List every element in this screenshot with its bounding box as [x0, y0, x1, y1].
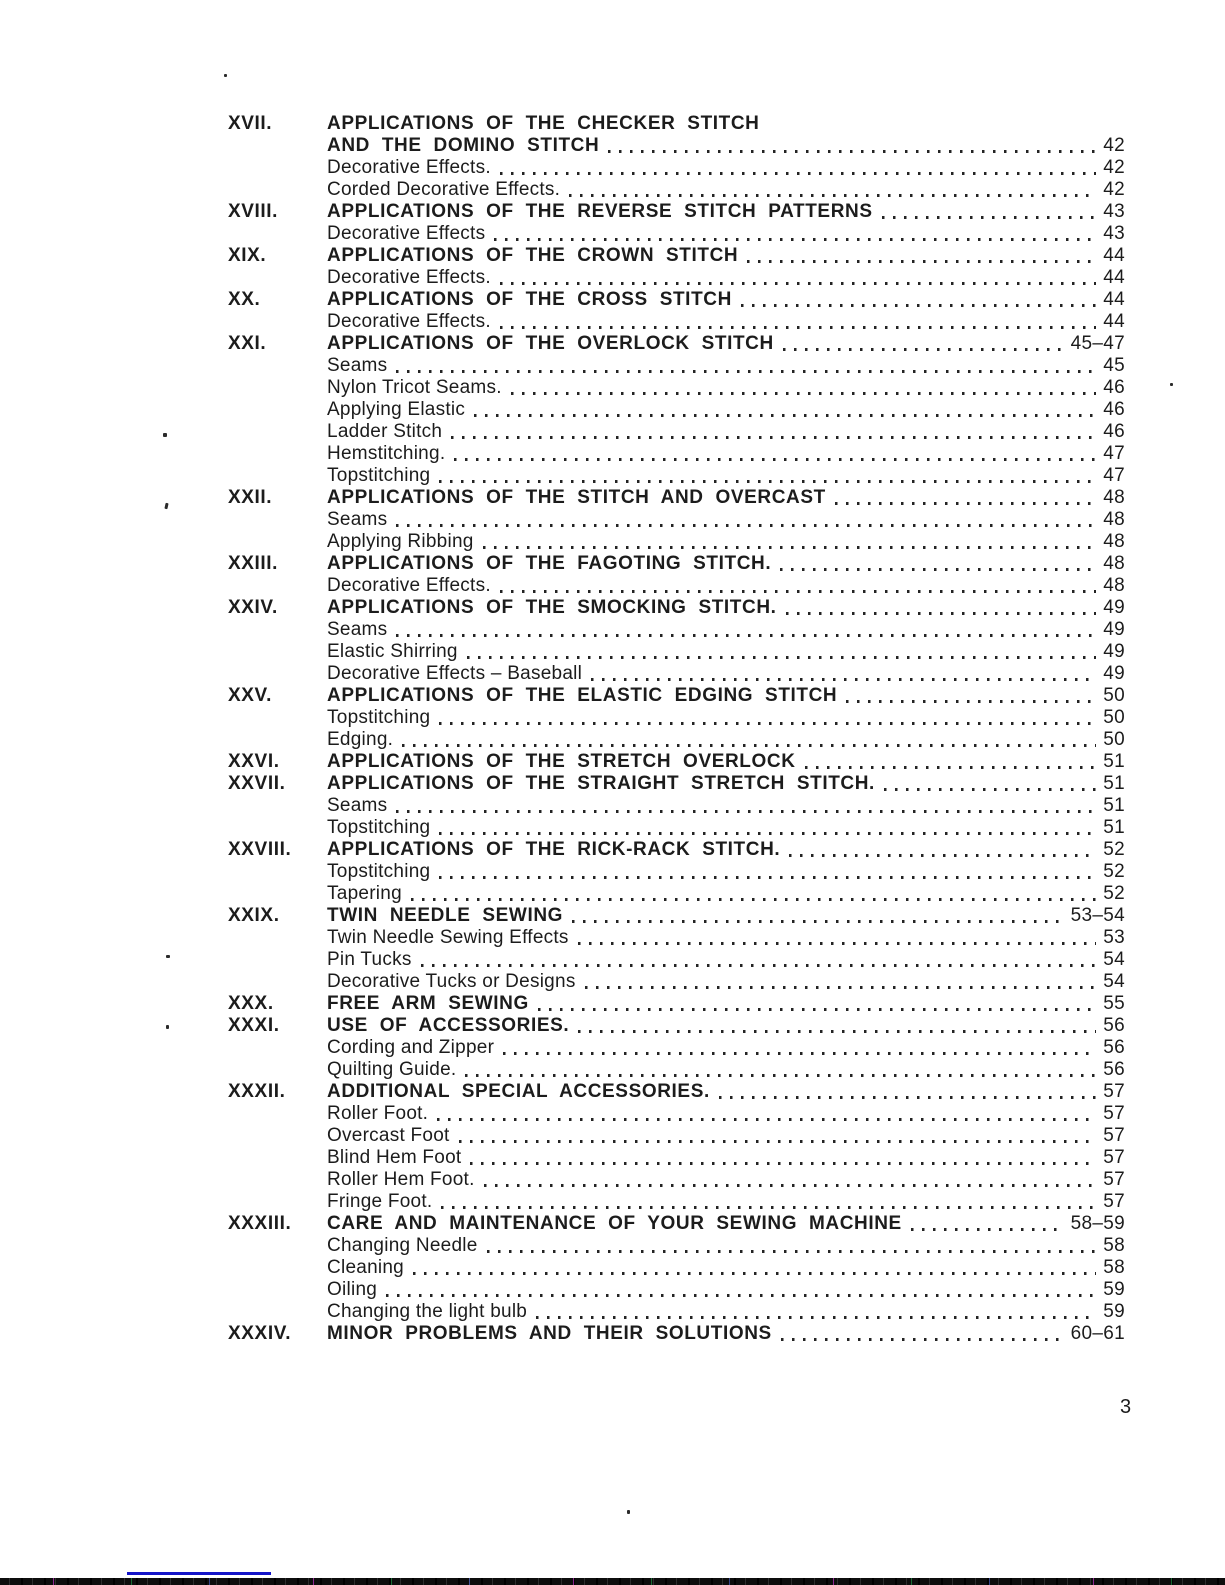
toc-row: [228, 619, 1125, 641]
toc-row: [228, 1257, 1125, 1279]
toc-page-ref: 57: [1103, 1103, 1125, 1124]
toc-row: [228, 311, 1125, 333]
toc-entry-label: Decorative Tucks or Designs: [327, 971, 576, 992]
dot-leader: [911, 1228, 1064, 1231]
toc-entry-label: APPLICATIONS OF THE STRETCH OVERLOCK: [327, 751, 796, 772]
toc-roman-numeral: XXI.: [228, 333, 267, 354]
toc-entry-label: AND THE DOMINO STITCH: [327, 135, 600, 156]
toc-roman-numeral: XVII.: [228, 113, 273, 134]
dot-leader: [396, 524, 1096, 527]
toc-page-ref: 58: [1103, 1257, 1125, 1278]
toc-roman-numeral: XVIII.: [228, 201, 279, 222]
toc-page-ref: 49: [1103, 619, 1125, 640]
toc-page-ref: 45–47: [1070, 333, 1125, 354]
toc-row: [228, 1279, 1125, 1301]
dot-leader: [538, 1008, 1096, 1011]
toc-roman-numeral: XXXIII.: [228, 1213, 292, 1234]
toc-row: [228, 1235, 1125, 1257]
toc-page-ref: 47: [1103, 443, 1125, 464]
toc-roman-numeral: XXX.: [228, 993, 274, 1014]
toc-row: [228, 1103, 1125, 1125]
toc-entry-label: Cleaning: [327, 1257, 404, 1278]
dot-leader: [719, 1096, 1096, 1099]
toc-page-ref: 48: [1103, 531, 1125, 552]
dot-leader: [459, 1140, 1097, 1143]
toc-page-ref: 42: [1103, 157, 1125, 178]
dot-leader: [494, 238, 1096, 241]
toc-entry-label: Applying Elastic: [327, 399, 466, 420]
toc-entry-label: Quilting Guide.: [327, 1059, 457, 1080]
toc-page-ref: 60–61: [1070, 1323, 1125, 1344]
dot-leader: [402, 744, 1096, 747]
dot-leader: [500, 282, 1096, 285]
toc-row: [228, 553, 1125, 575]
blue-underline-mark: [127, 1572, 271, 1575]
toc-entry-label: APPLICATIONS OF THE CROWN STITCH: [327, 245, 739, 266]
dot-leader: [500, 326, 1096, 329]
dot-leader: [511, 392, 1097, 395]
toc-row: [228, 179, 1125, 201]
toc-page-ref: 44: [1103, 289, 1125, 310]
toc-page-ref: 56: [1103, 1015, 1125, 1036]
toc-row: [228, 531, 1125, 553]
toc-page-ref: 51: [1103, 817, 1125, 838]
dot-leader: [474, 414, 1096, 417]
dot-leader: [437, 1118, 1096, 1121]
toc-entry-label: APPLICATIONS OF THE STRAIGHT STRETCH STITCH.: [327, 773, 875, 794]
dot-leader: [569, 194, 1096, 197]
toc-entry-label: Topstitching: [327, 707, 431, 728]
toc-entry-label: Decorative Effects.: [327, 267, 491, 288]
toc-roman-numeral: XXIX.: [228, 905, 280, 926]
toc-entry-label: Edging.: [327, 729, 394, 750]
toc-roman-numeral: XXVIII.: [228, 839, 292, 860]
dot-leader: [835, 502, 1096, 505]
toc-entry-label: FREE ARM SEWING: [327, 993, 529, 1014]
toc-row: [228, 1147, 1125, 1169]
toc-page-ref: 50: [1103, 729, 1125, 750]
toc-row: [228, 377, 1125, 399]
toc-page-ref: 51: [1103, 795, 1125, 816]
dot-leader: [465, 1074, 1096, 1077]
scan-speck: [1170, 383, 1173, 386]
toc-page-ref: 57: [1103, 1081, 1125, 1102]
toc-row: [228, 883, 1125, 905]
dot-leader: [500, 172, 1096, 175]
toc-roman-numeral: XXV.: [228, 685, 272, 706]
scan-speck: [166, 1025, 169, 1029]
dot-leader: [789, 854, 1096, 857]
toc-roman-numeral: XX.: [228, 289, 261, 310]
toc-row: [228, 707, 1125, 729]
toc-entry-label: Seams: [327, 509, 388, 530]
toc-page-ref: 52: [1103, 839, 1125, 860]
toc-entry-label: Decorative Effects.: [327, 157, 491, 178]
scan-speck: [163, 433, 167, 437]
dot-leader: [884, 788, 1096, 791]
toc-roman-numeral: XXII.: [228, 487, 273, 508]
dot-leader: [439, 480, 1096, 483]
toc-entry-label: Oiling: [327, 1279, 378, 1300]
toc-row: [228, 1081, 1125, 1103]
toc-row: [228, 1169, 1125, 1191]
toc-entry-label: Elastic Shirring: [327, 641, 458, 662]
toc-row: [228, 795, 1125, 817]
toc-entry-label: ADDITIONAL SPECIAL ACCESSORIES.: [327, 1081, 710, 1102]
toc-roman-numeral: XXIII.: [228, 553, 279, 574]
dot-leader: [386, 1294, 1096, 1297]
toc-page-ref: 56: [1103, 1037, 1125, 1058]
dot-leader: [421, 964, 1097, 967]
toc-entry-label: Fringe Foot.: [327, 1191, 433, 1212]
toc-page-ref: 53: [1103, 927, 1125, 948]
toc-page-ref: 50: [1103, 685, 1125, 706]
toc-entry-label: APPLICATIONS OF THE SMOCKING STITCH.: [327, 597, 777, 618]
toc-row: [228, 157, 1125, 179]
toc-row: [228, 245, 1125, 267]
toc-page-ref: 44: [1103, 311, 1125, 332]
dot-leader: [483, 546, 1097, 549]
toc-page-ref: 57: [1103, 1191, 1125, 1212]
toc-row: [228, 729, 1125, 751]
toc-page-ref: 48: [1103, 487, 1125, 508]
toc-page-ref: 52: [1103, 883, 1125, 904]
toc-entry-label: Applying Ribbing: [327, 531, 474, 552]
toc-page-ref: 45: [1103, 355, 1125, 376]
toc-entry-label: APPLICATIONS OF THE CHECKER STITCH: [327, 113, 760, 134]
scan-speck: [627, 1510, 630, 1514]
toc-entry-label: Decorative Effects: [327, 223, 486, 244]
toc-row: [228, 1301, 1125, 1323]
dot-leader: [578, 1030, 1096, 1033]
toc-page-ref: 44: [1103, 245, 1125, 266]
toc-row: [228, 113, 1125, 135]
dot-leader: [591, 678, 1096, 681]
toc-page-ref: 54: [1103, 971, 1125, 992]
toc-row: [228, 1059, 1125, 1081]
toc-entry-label: Roller Hem Foot.: [327, 1169, 475, 1190]
toc-row: [228, 1125, 1125, 1147]
toc-row: [228, 465, 1125, 487]
toc-row: [228, 861, 1125, 883]
toc-roman-numeral: XIX.: [228, 245, 267, 266]
toc-entry-label: MINOR PROBLEMS AND THEIR SOLUTIONS: [327, 1323, 772, 1344]
toc-entry-label: Nylon Tricot Seams.: [327, 377, 502, 398]
toc-page-ref: 58–59: [1070, 1213, 1125, 1234]
toc-page-ref: 42: [1103, 179, 1125, 200]
dot-leader: [396, 810, 1096, 813]
dot-leader: [786, 612, 1097, 615]
toc-entry-label: Corded Decorative Effects.: [327, 179, 561, 200]
toc-row: [228, 201, 1125, 223]
scan-edge-bar: [0, 1578, 1225, 1585]
toc-entry-label: APPLICATIONS OF THE REVERSE STITCH PATTERNS: [327, 201, 873, 222]
toc-page-ref: 55: [1103, 993, 1125, 1014]
toc-row: [228, 575, 1125, 597]
toc-roman-numeral: XXXII.: [228, 1081, 286, 1102]
toc-page-ref: 46: [1103, 421, 1125, 442]
toc-row: [228, 443, 1125, 465]
toc-entry-label: APPLICATIONS OF THE RICK-RACK STITCH.: [327, 839, 781, 860]
dot-leader: [451, 436, 1096, 439]
toc-row: [228, 223, 1125, 245]
toc-page-ref: 48: [1103, 575, 1125, 596]
toc-page-ref: 59: [1103, 1279, 1125, 1300]
toc-page-ref: 56: [1103, 1059, 1125, 1080]
table-of-contents: [228, 113, 1125, 1345]
toc-row: [228, 597, 1125, 619]
toc-row: [228, 993, 1125, 1015]
dot-leader: [585, 986, 1097, 989]
toc-entry-label: Topstitching: [327, 861, 431, 882]
dot-leader: [578, 942, 1097, 945]
toc-page-ref: 58: [1103, 1235, 1125, 1256]
toc-row: [228, 817, 1125, 839]
toc-row: [228, 267, 1125, 289]
toc-entry-label: Changing Needle: [327, 1235, 478, 1256]
toc-row: [228, 751, 1125, 773]
toc-page-ref: 54: [1103, 949, 1125, 970]
toc-entry-label: Seams: [327, 355, 388, 376]
dot-leader: [467, 656, 1097, 659]
toc-entry-label: Decorative Effects.: [327, 311, 491, 332]
scan-speck: [166, 955, 170, 958]
toc-row: [228, 1037, 1125, 1059]
toc-page-ref: 57: [1103, 1169, 1125, 1190]
toc-page-ref: 44: [1103, 267, 1125, 288]
toc-entry-label: Overcast Foot: [327, 1125, 450, 1146]
scan-speck: [224, 74, 227, 77]
toc-entry-label: Decorative Effects – Baseball: [327, 663, 583, 684]
toc-page-ref: 52: [1103, 861, 1125, 882]
toc-row: [228, 839, 1125, 861]
toc-page-ref: 42: [1103, 135, 1125, 156]
toc-page-ref: 46: [1103, 377, 1125, 398]
toc-page-ref: 53–54: [1070, 905, 1125, 926]
toc-page-ref: 51: [1103, 751, 1125, 772]
dot-leader: [470, 1162, 1096, 1165]
page-number: 3: [1120, 1396, 1132, 1418]
dot-leader: [741, 304, 1096, 307]
toc-row: [228, 333, 1125, 355]
toc-entry-label: APPLICATIONS OF THE ELASTIC EDGING STITCH: [327, 685, 838, 706]
toc-row: [228, 927, 1125, 949]
toc-entry-label: Topstitching: [327, 465, 431, 486]
toc-page-ref: 59: [1103, 1301, 1125, 1322]
dot-leader: [439, 722, 1096, 725]
toc-row: [228, 421, 1125, 443]
toc-row: [228, 487, 1125, 509]
toc-row: [228, 773, 1125, 795]
dot-leader: [536, 1316, 1096, 1319]
toc-page-ref: 57: [1103, 1147, 1125, 1168]
toc-page-ref: 49: [1103, 641, 1125, 662]
dot-leader: [572, 920, 1064, 923]
scan-speck: [164, 503, 168, 509]
dot-leader: [781, 1338, 1064, 1341]
toc-entry-label: USE OF ACCESSORIES.: [327, 1015, 570, 1036]
toc-page-ref: 57: [1103, 1125, 1125, 1146]
dot-leader: [500, 590, 1096, 593]
toc-entry-label: APPLICATIONS OF THE STITCH AND OVERCAST: [327, 487, 826, 508]
toc-entry-label: Pin Tucks: [327, 949, 412, 970]
toc-page-ref: 50: [1103, 707, 1125, 728]
toc-row: [228, 641, 1125, 663]
toc-roman-numeral: XXXIV.: [228, 1323, 292, 1344]
toc-row: [228, 355, 1125, 377]
toc-row: [228, 685, 1125, 707]
dot-leader: [441, 1206, 1096, 1209]
toc-entry-label: Hemstitching.: [327, 443, 446, 464]
toc-entry-label: TWIN NEEDLE SEWING: [327, 905, 564, 926]
toc-entry-label: Roller Foot.: [327, 1103, 429, 1124]
toc-roman-numeral: XXXI.: [228, 1015, 280, 1036]
toc-entry-label: Seams: [327, 795, 388, 816]
toc-roman-numeral: XXIV.: [228, 597, 278, 618]
toc-row: [228, 971, 1125, 993]
toc-page-ref: 46: [1103, 399, 1125, 420]
dot-leader: [608, 150, 1096, 153]
toc-row: [228, 399, 1125, 421]
toc-page-ref: 49: [1103, 663, 1125, 684]
toc-page-ref: 48: [1103, 553, 1125, 574]
toc-entry-label: Changing the light bulb: [327, 1301, 528, 1322]
toc-entry-label: APPLICATIONS OF THE FAGOTING STITCH.: [327, 553, 772, 574]
dot-leader: [439, 876, 1096, 879]
toc-row: [228, 1015, 1125, 1037]
dot-leader: [805, 766, 1097, 769]
toc-entry-label: APPLICATIONS OF THE OVERLOCK STITCH: [327, 333, 774, 354]
toc-row: [228, 949, 1125, 971]
toc-page-ref: 48: [1103, 509, 1125, 530]
toc-entry-label: Ladder Stitch: [327, 421, 443, 442]
toc-page-ref: 49: [1103, 597, 1125, 618]
toc-row: [228, 289, 1125, 311]
toc-row: [228, 663, 1125, 685]
dot-leader: [454, 458, 1096, 461]
toc-roman-numeral: XXVII.: [228, 773, 286, 794]
dot-leader: [413, 1272, 1096, 1275]
dot-leader: [411, 898, 1096, 901]
toc-row: [228, 1213, 1125, 1235]
toc-roman-numeral: XXVI.: [228, 751, 280, 772]
dot-leader: [396, 634, 1096, 637]
dot-leader: [780, 568, 1096, 571]
dot-leader: [484, 1184, 1097, 1187]
dot-leader: [783, 348, 1064, 351]
toc-row: [228, 1323, 1125, 1345]
toc-entry-label: Cording and Zipper: [327, 1037, 495, 1058]
toc-entry-label: Tapering: [327, 883, 402, 904]
toc-entry-label: Seams: [327, 619, 388, 640]
toc-row: [228, 1191, 1125, 1213]
toc-page-ref: 47: [1103, 465, 1125, 486]
dot-leader: [396, 370, 1096, 373]
toc-row: [228, 905, 1125, 927]
toc-entry-label: Twin Needle Sewing Effects: [327, 927, 569, 948]
dot-leader: [846, 700, 1096, 703]
dot-leader: [503, 1052, 1096, 1055]
dot-leader: [747, 260, 1096, 263]
toc-page-ref: 51: [1103, 773, 1125, 794]
toc-entry-label: Decorative Effects.: [327, 575, 491, 596]
toc-entry-label: Blind Hem Foot: [327, 1147, 462, 1168]
toc-page-ref: 43: [1103, 223, 1125, 244]
toc-entry-label: Topstitching: [327, 817, 431, 838]
dot-leader: [882, 216, 1097, 219]
toc-row: [228, 135, 1125, 157]
dot-leader: [439, 832, 1096, 835]
dot-leader: [487, 1250, 1097, 1253]
toc-entry-label: APPLICATIONS OF THE CROSS STITCH: [327, 289, 732, 310]
toc-row: [228, 509, 1125, 531]
toc-page-ref: 43: [1103, 201, 1125, 222]
toc-entry-label: CARE AND MAINTENANCE OF YOUR SEWING MACHINE: [327, 1213, 902, 1234]
